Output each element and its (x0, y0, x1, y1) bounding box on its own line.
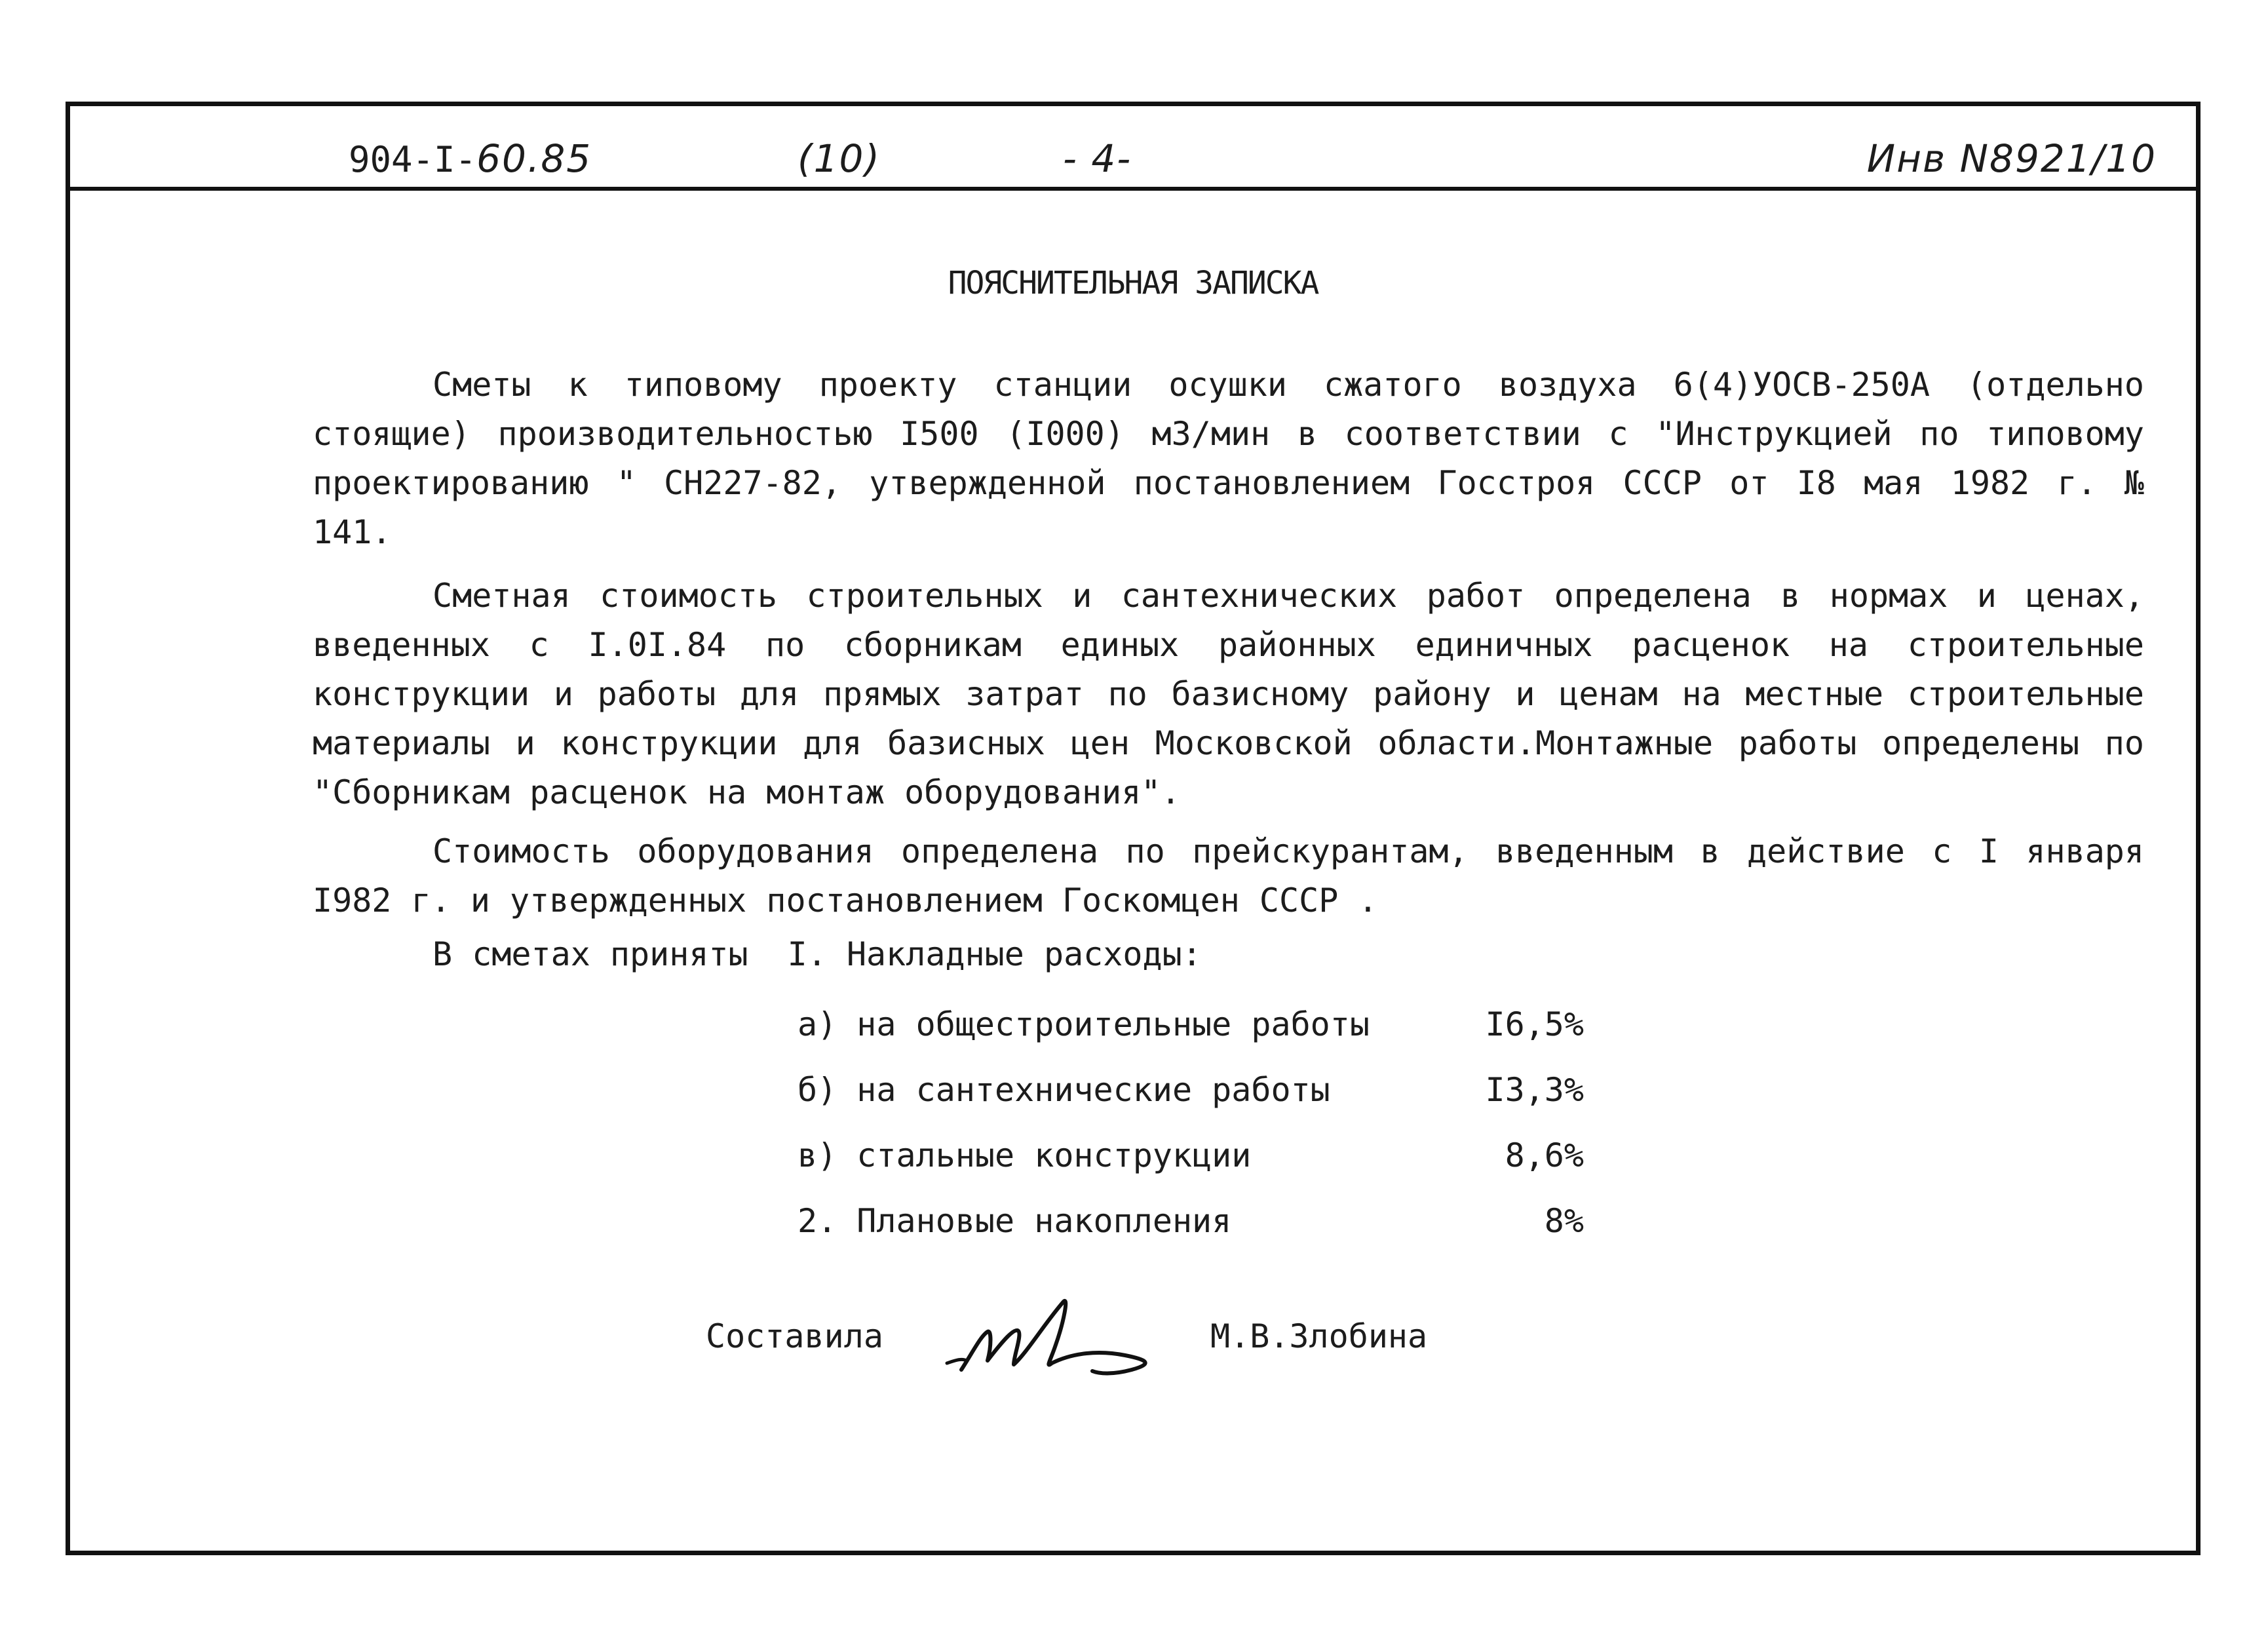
rate-row (798, 1071, 1584, 1117)
sheet-number: (10) (798, 136, 881, 181)
signatory-name: М.В.Злобина (1210, 1317, 1428, 1355)
rate-value: I6,5% (1485, 1005, 1584, 1043)
document-code-handwritten: 60.85 (476, 136, 592, 181)
page-title: ПОЯСНИТЕЛЬНАЯ ЗАПИСКА (948, 265, 1318, 301)
rates-intro (432, 935, 1241, 973)
rate-label: а) на общестроительные работы (798, 1005, 1370, 1043)
rate-row (798, 1202, 1584, 1248)
signature-label: Составила (706, 1317, 883, 1355)
document-code-prefix: 904-I- (349, 139, 477, 180)
page-number: - 4- (1063, 136, 1132, 181)
rate-label: 2. Плановые накопления (798, 1202, 1232, 1240)
paragraph-estimates-scope: Сметы к типовому проекту станции осушки сжатого воздуха 6(4)УОСВ-250А (отдельно стоящие) производительностью I500 (I000) м3/мин в соответствии с "Инструкцией по типовому проектированию " СН227-82, утвержденной постановлением Госстроя СССР от I8 мая 1982 г. № 141. (313, 366, 2144, 551)
rate-label: в) стальные конструкции (798, 1136, 1252, 1174)
header-rule (70, 187, 2196, 191)
rate-value: 8% (1544, 1202, 1584, 1240)
handwritten-signature (935, 1292, 1171, 1384)
rate-label: б) на сантехнические работы (798, 1071, 1330, 1109)
document-frame (66, 102, 2201, 1555)
rate-value: I3,3% (1485, 1071, 1584, 1109)
overhead-heading: I. Накладные расходы: (787, 935, 1202, 973)
inventory-number: Инв N8921/10 (1866, 136, 2157, 181)
paragraph-equipment-cost: Стоимость оборудования определена по прейскурантам, введенным в действие с I января I982 г. и утвержденных постановлением Госкомцен СССР . (313, 832, 2144, 919)
rate-row (798, 1005, 1584, 1051)
signature-block (70, 1292, 2196, 1391)
rates-intro-label: В сметах приняты (432, 935, 748, 973)
rate-value: 8,6% (1505, 1136, 1584, 1174)
paragraph-cost-basis: Сметная стоимость строительных и сантехнических работ определена в нормах и ценах, введенных с I.0I.84 по сборникам единых районных единичных расценок на строительные конструкции и работы для прямых затрат по базисному району и ценам на местные строительные материалы и конструкции для базисных цен Московской области.Монтажные работы определены по "Сборникам расценок на монтаж оборудования". (313, 577, 2144, 811)
rate-row (798, 1136, 1584, 1182)
document-code (349, 136, 592, 181)
